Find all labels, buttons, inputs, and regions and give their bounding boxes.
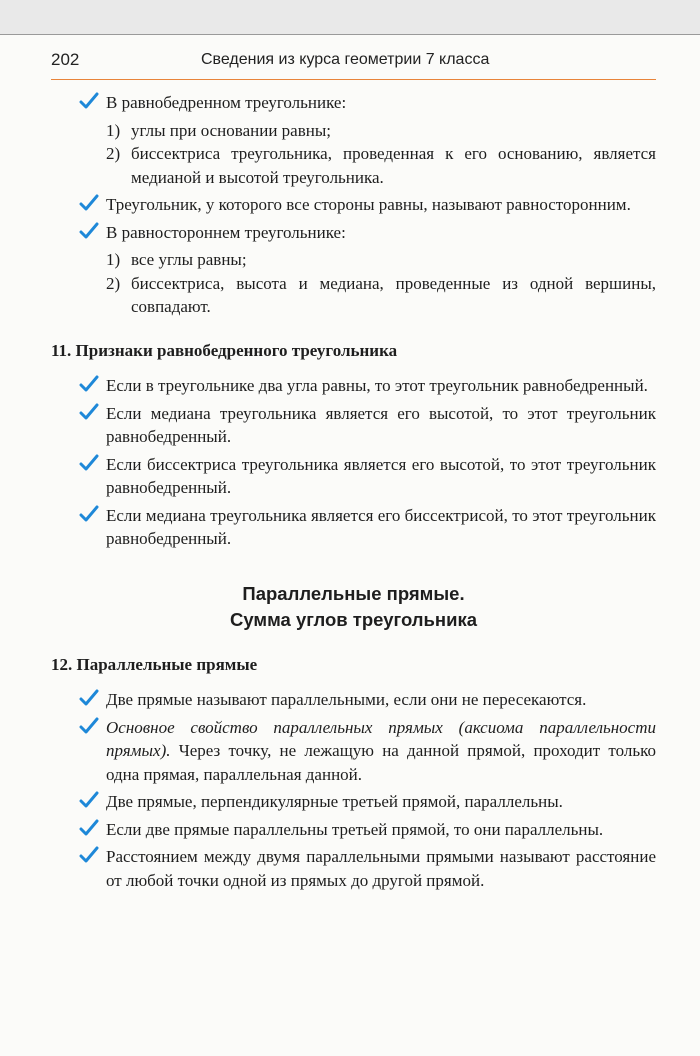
chapter-heading-line: Параллельные прямые.: [242, 582, 465, 604]
checkmark-icon: [79, 688, 99, 708]
checkmark-icon: [79, 91, 99, 111]
section-heading: 12. Параллельные прямые: [51, 654, 258, 674]
list-item: [51, 845, 656, 892]
sub-item: [51, 119, 656, 143]
page-number: 202: [51, 50, 80, 69]
list-item-text: Если две прямые параллельны третьей прямой, то они параллельны.: [106, 819, 604, 839]
chapter-heading: [51, 581, 656, 633]
list-item: [51, 716, 656, 787]
checkmark-icon: [79, 374, 99, 394]
sub-item-number: 2): [106, 273, 121, 293]
book-page: [0, 35, 700, 1056]
page-content: [51, 91, 656, 896]
sub-item-number: 2): [106, 144, 121, 163]
list-item: [51, 818, 656, 842]
list-item: [51, 453, 656, 500]
running-title: Сведения из курса геометрии 7 класса: [201, 51, 490, 68]
list-item: [51, 374, 656, 398]
list-item-text: Если в треугольнике два угла равны, то этот треугольник равнобедренный.: [106, 376, 648, 395]
list-item-text: Треугольник, у которого все стороны равны, называют равносторонним.: [106, 195, 631, 214]
list-item-text: В равностороннем треугольнике:: [106, 222, 346, 242]
list-item: [51, 193, 656, 217]
sub-item-text: все углы равны;: [131, 250, 247, 269]
list-item: [51, 688, 656, 712]
sub-item-number: 1): [106, 250, 121, 269]
checkmark-icon: [79, 504, 99, 524]
sub-item: [51, 142, 656, 189]
list-item: [51, 790, 656, 814]
list-item-text: Расстоянием между двумя параллельными прямыми называют расстояние от любой точки одной из прямых до другой прямой.: [106, 847, 656, 890]
list-item-text: Если биссектриса треугольника является его высотой, то этот треугольник равнобедренный.: [106, 454, 656, 497]
sub-item: [51, 272, 656, 319]
checkmark-icon: [79, 221, 99, 241]
list-item-text: Через точку, не лежащую на данной прямой, проходит только одна прямая, параллельная данной.: [106, 741, 656, 784]
checkmark-icon: [79, 193, 99, 213]
page-header: [51, 49, 656, 80]
list-item-text: Две прямые, перпендикулярные третьей прямой, параллельны.: [106, 792, 563, 811]
chapter-heading-line: Сумма углов треугольника: [229, 608, 478, 630]
checkmark-icon: [79, 453, 99, 473]
list-item: [51, 402, 656, 449]
sub-item-text: биссектриса треугольника, проведенная к его основанию, является медианой и высотой треугольника.: [131, 144, 656, 187]
list-item: [51, 91, 656, 115]
list-item: [51, 221, 656, 245]
axiom-title: Основное свойство параллельных прямых (аксиома параллельности прямых).: [106, 717, 656, 760]
checkmark-icon: [79, 845, 99, 865]
list-item: [51, 504, 656, 551]
list-item-text: Если медиана треугольника является его высотой, то этот треугольник равнобедренный.: [106, 403, 656, 446]
checkmark-icon: [79, 716, 99, 736]
sub-item-text: биссектриса, высота и медиана, проведенные из одной вершины, совпадают.: [131, 273, 656, 316]
checkmark-icon: [79, 818, 99, 838]
list-item-text: Две прямые называют параллельными, если они не пересекаются.: [106, 690, 587, 709]
list-item-text: В равнобедренном треугольнике:: [106, 93, 347, 112]
list-item-text: Если медиана треугольника является его биссектрисой, то этот треугольник равнобедренный.: [106, 505, 656, 548]
sub-item-text: углы при основании равны;: [131, 120, 331, 140]
checkmark-icon: [79, 402, 99, 422]
checkmark-icon: [79, 790, 99, 810]
sub-item-number: 1): [106, 120, 121, 140]
section-heading: 11. Признаки равнобедренного треугольника: [51, 340, 398, 360]
sub-item: [51, 248, 656, 272]
viewer-top-bar: [0, 0, 700, 35]
